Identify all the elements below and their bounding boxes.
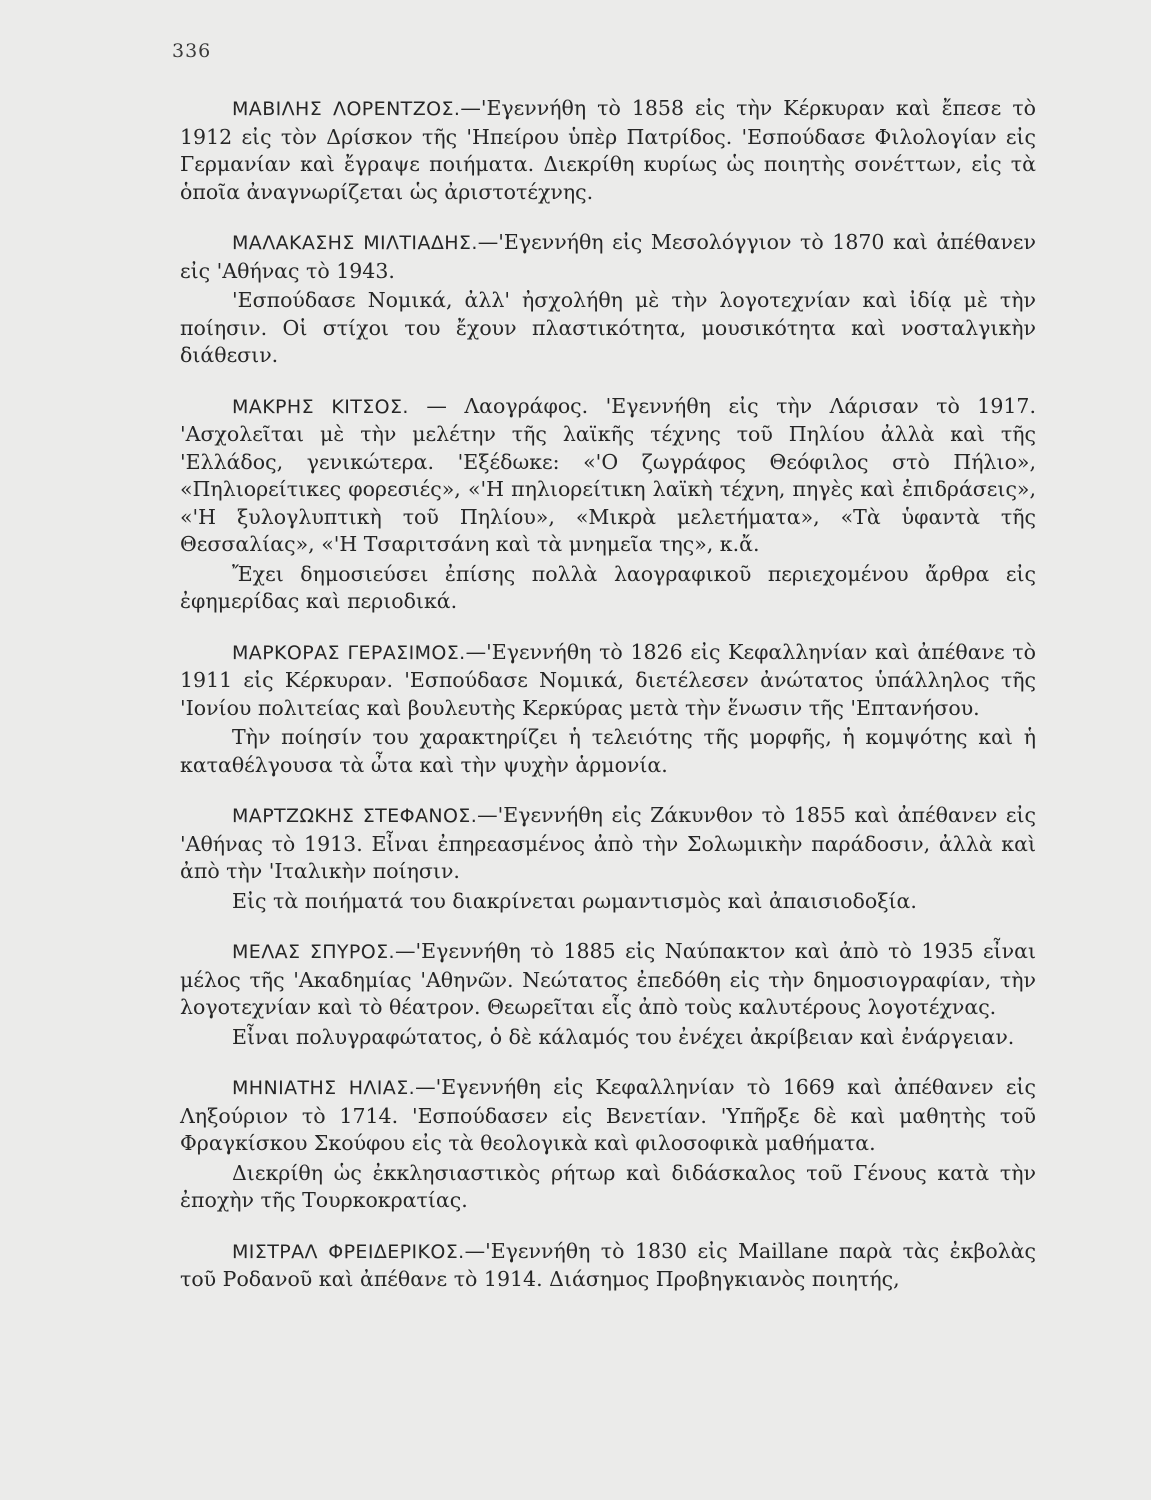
entry-text: —'Εγεννήθη εἰς Ζάκυνθον τὸ 1855 καὶ ἀπέθανεν εἰς 'Αθήνας τὸ 1913. Εἶναι ἐπηρεασμένος ἀπὸ τὴν Σολωμικὴν παράδοσιν, ἀλλὰ καὶ ἀπὸ τὴν 'Ιταλικὴν ποίησιν.	[180, 803, 1036, 883]
entry-paragraph: 'Εσπούδασε Νομικά, ἀλλ' ἠσχολήθη μὲ τὴν λογοτεχνίαν καὶ ἰδίᾳ μὲ τὴν ποίησιν. Οἱ στίχοι του ἔχουν πλαστικότητα, μουσικότητα καὶ νοσταλγικὴν διάθεσιν.	[180, 288, 1036, 367]
entry-melas	[180, 938, 1036, 1051]
entry-text: —'Εγεννήθη τὸ 1826 εἰς Κεφαλληνίαν καὶ ἀπέθανε τὸ 1911 εἰς Κέρκυραν. 'Εσπούδασε Νομικά, διετέλεσεν ἀνώτατος ὑπάλληλος τῆς 'Ιονίου πολιτείας καὶ βουλευτὴς Κερκύρας μετὰ τὴν ἕνωσιν τῆς 'Επτανήσου.	[180, 639, 1036, 720]
entry-mavilis	[180, 95, 1036, 206]
page-number: 336	[172, 40, 212, 62]
entry-name: ΜΕΛΑΣ ΣΠΥΡΟΣ.	[232, 941, 395, 963]
entry-name: ΜΑΡΚΟΡΑΣ ΓΕΡΑΣΙΜΟΣ.	[232, 641, 466, 664]
entry-malakasis	[180, 229, 1036, 370]
entry-text: — Λαογράφος. 'Εγεννήθη εἰς τὴν Λάρισαν τὸ 1917. 'Ασχολεῖται μὲ τὴν μελέτην τῆς λαϊκῆς τέχνης τοῦ Πηλίου ἀλλὰ καὶ τῆς 'Ελλάδος, γενικώτερα. 'Εξέδωκε: «'Ο ζωγράφος Θεόφιλος στὸ Πήλιο», «Πηλιορείτικες φορεσιές», «'Η πηλιορείτικη λαϊκὴ τέχνη, πηγὲς καὶ ἐπιδράσεις», «'Η ξυλογλυπτικὴ τοῦ Πηλίου», «Μικρὰ μελετήματα», «Τὰ ὑφαντὰ τῆς Θεσσαλίας», «'Η Τσαριτσάνη καὶ τὰ μνημεῖα της», κ.ἄ.	[180, 393, 1036, 556]
entry-paragraph: Εἰς τὰ ποιήματά του διακρίνεται ρωμαντισμὸς καὶ ἀπαισιοδοξία.	[232, 888, 917, 913]
entry-miniatis	[180, 1074, 1036, 1215]
entry-name: ΜΑΛΑΚΑΣΗΣ ΜΙΛΤΙΑΔΗΣ.	[232, 232, 478, 254]
entry-paragraph	[180, 1238, 1036, 1294]
entry-mistral	[180, 1238, 1036, 1294]
entry-text: —'Εγεννήθη εἰς Κεφαλληνίαν τὸ 1669 καὶ ἀπέθανεν εἰς Ληξούριον τὸ 1714. 'Εσπούδασεν εἰς Βενετίαν. 'Υπῆρξε δὲ καὶ μαθητὴς τοῦ Φραγκίσκου Σκούφου εἰς τὰ θεολογικὰ καὶ φιλοσοφικὰ μαθήματα.	[180, 1075, 1036, 1155]
entry-paragraph: Τὴν ποίησίν του χαρακτηρίζει ἡ τελειότης τῆς μορφῆς, ἡ κομψότης καὶ ἡ καταθέλγουσα τὰ ὦτα καὶ τὴν ψυχὴν ἁρμονία.	[180, 725, 1036, 777]
entry-paragraph	[180, 938, 1036, 1022]
entry-text: —'Εγεννήθη εἰς Μεσολόγγιον τὸ 1870 καὶ ἀπέθανεν εἰς 'Αθήνας τὸ 1943.	[180, 230, 1036, 283]
entry-paragraph	[180, 1074, 1036, 1158]
entry-paragraph	[180, 639, 1036, 723]
entry-makris	[180, 393, 1036, 616]
entry-text: —'Εγεννήθη τὸ 1830 εἰς Maillane παρὰ τὰς ἐκβολὰς τοῦ Ροδανοῦ καὶ ἀπέθανε τὸ 1914. Διάσημος Προβηγκιανὸς ποιητής,	[180, 1238, 1036, 1291]
entry-text: —'Εγεννήθη τὸ 1885 εἰς Ναύπακτον καὶ ἀπὸ τὸ 1935 εἶναι μέλος τῆς 'Ακαδημίας 'Αθηνῶν. Νεώτατος ἐπεδόθη εἰς τὴν δημοσιογραφίαν, τὴν λογοτεχνίαν καὶ τὸ θέατρον. Θεωρεῖται εἷς ἀπὸ τοὺς καλυτέρους λογοτέχνας.	[180, 939, 1036, 1019]
entry-markoras	[180, 639, 1036, 780]
entry-name: ΜΗΝΙΑΤΗΣ ΗΛΙΑΣ.	[232, 1077, 416, 1099]
entry-paragraph	[180, 393, 1036, 559]
entry-paragraph	[180, 802, 1036, 886]
entry-text: —'Εγεννήθη τὸ 1858 εἰς τὴν Κέρκυραν καὶ ἔπεσε τὸ 1912 εἰς τὸν Δρίσκον τῆς 'Ηπείρου ὑπὲρ Πατρίδος. 'Εσπούδασε Φιλολογίαν εἰς Γερμανίαν καὶ ἔγραψε ποιήματα. Διεκρίθη κυρίως ὡς ποιητὴς σονέττων, εἰς τὰ ὁποῖα ἀναγνωρίζεται ὡς ἀριστοτέχνης.	[180, 96, 1037, 204]
entry-name: ΜΑΚΡΗΣ ΚΙΤΣΟΣ.	[232, 395, 409, 418]
entry-name: ΜΑΡΤΖΩΚΗΣ ΣΤΕΦΑΝΟΣ.	[232, 805, 478, 827]
entry-name: ΜΙΣΤΡΑΛ ΦΡΕΙΔΕΡΙΚΟΣ.	[232, 1240, 465, 1263]
entry-paragraph	[180, 95, 1036, 206]
entry-name: ΜΑΒΙΛΗΣ ΛΟΡΕΝΤΖΟΣ.	[232, 98, 461, 120]
entry-martzokis	[180, 802, 1036, 915]
entry-paragraph	[180, 229, 1036, 285]
entry-paragraph: Εἶναι πολυγραφώτατος, ὁ δὲ κάλαμός του ἐνέχει ἀκρίβειαν καὶ ἐνάργειαν.	[232, 1024, 1015, 1049]
entry-paragraph: Διεκρίθη ὡς ἐκκλησιαστικὸς ρήτωρ καὶ διδάσκαλος τοῦ Γένους κατὰ τὴν ἐποχὴν τῆς Τουρκοκρατίας.	[180, 1160, 1036, 1212]
entry-paragraph: Ἔχει δημοσιεύσει ἐπίσης πολλὰ λαογραφικοῦ περιεχομένου ἄρθρα εἰς ἐφημερίδας καὶ περιοδικά.	[180, 561, 1036, 613]
dictionary-entries	[180, 95, 1036, 1317]
